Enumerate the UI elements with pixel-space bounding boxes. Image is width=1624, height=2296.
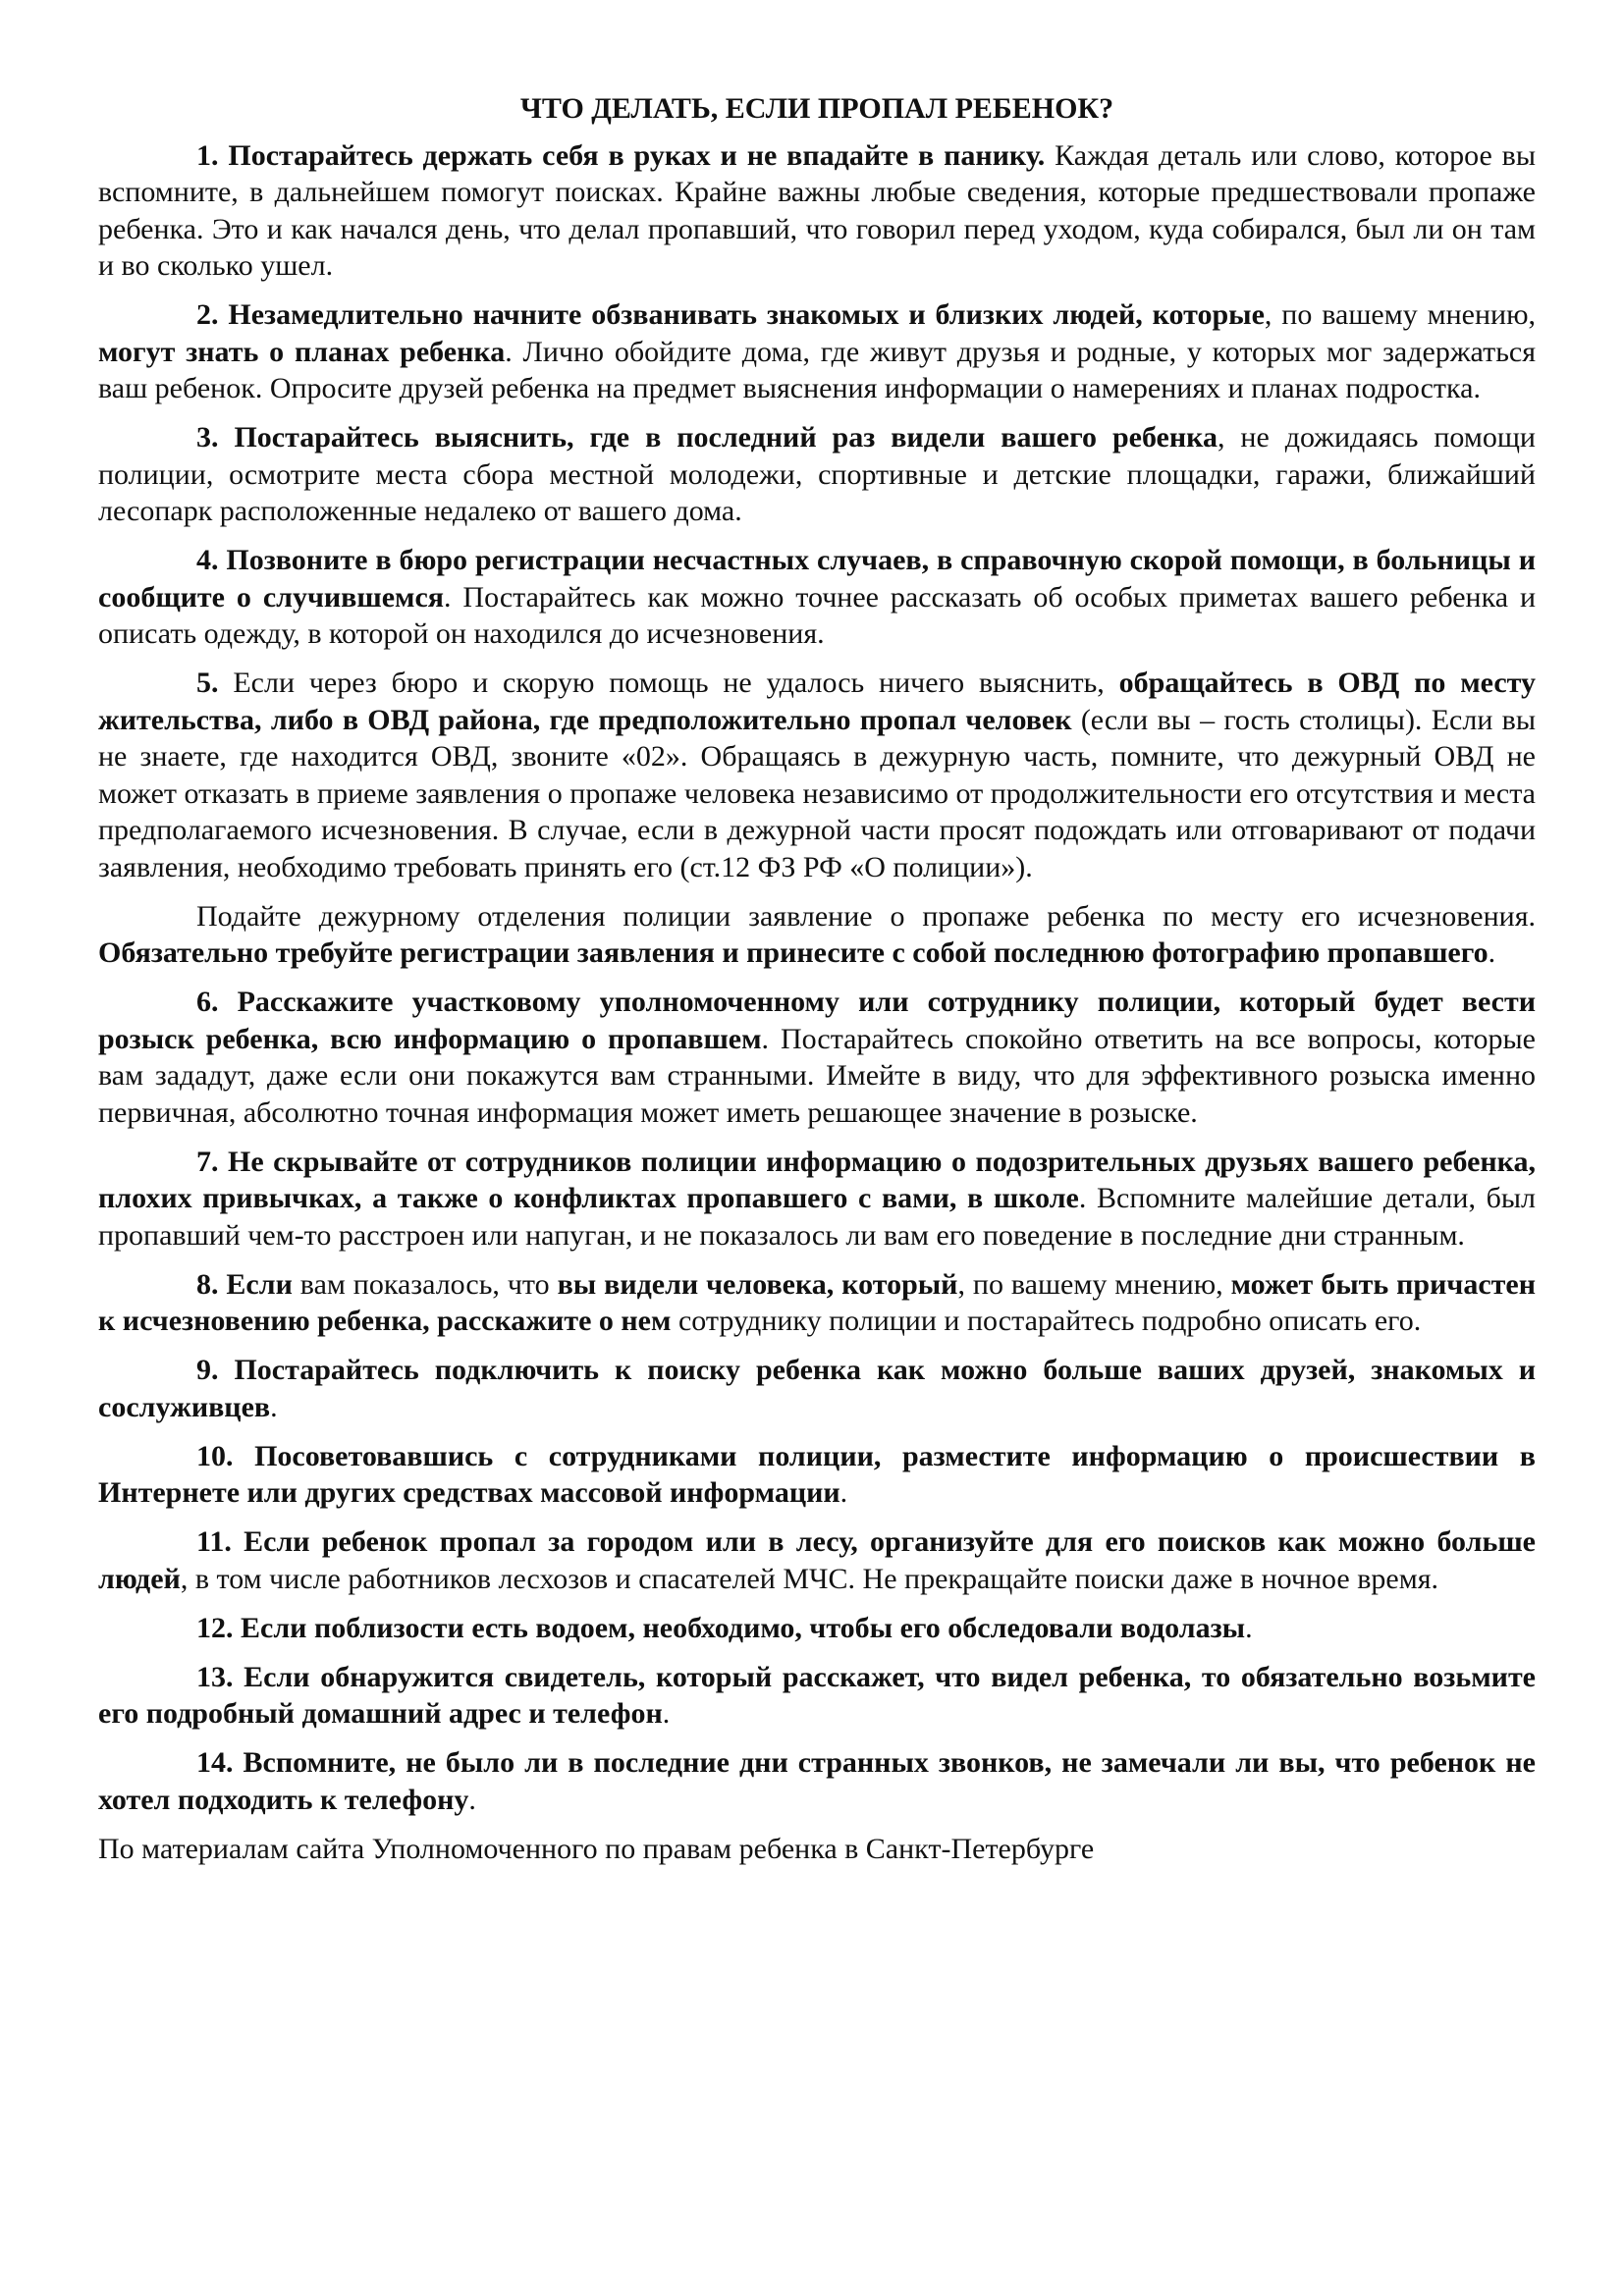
document-page — [98, 90, 1536, 1867]
bold-text: 1. Постарайтесь держать себя в руках и не впадайте в панику. — [196, 138, 1046, 172]
body-text: . — [468, 1783, 476, 1816]
bold-text: 12. Если поблизости есть водоем, необходимо, чтобы его обследовали водолазы — [196, 1611, 1246, 1644]
paragraph-11 — [98, 1438, 1536, 1512]
body-text: . Вспомните малейшие детали, был пропавший чем-то расстроен или напуган, и не показалось ли вам его поведение в последние дни странным. — [98, 1182, 1536, 1252]
body-text: , по вашему мнению, — [1264, 298, 1536, 331]
body-text: Если через бюро и скорую помощь не удалось ничего выяснить, — [218, 667, 1119, 699]
page-title: ЧТО ДЕЛАТЬ, ЕСЛИ ПРОПАЛ РЕБЕНОК? — [519, 92, 1114, 125]
bold-text: 13. Если обнаружится свидетель, который расскажет, что видел ребенка, то обязательно возьмите его подробный домашний адрес и телефон — [98, 1660, 1536, 1730]
body-text: вам показалось, что — [292, 1267, 558, 1301]
body-text: , по вашему мнению, — [957, 1267, 1231, 1301]
body-text: . — [839, 1476, 848, 1509]
paragraph-1 — [98, 137, 1536, 285]
body-text: . — [662, 1697, 671, 1730]
paragraph-15 — [98, 1744, 1536, 1818]
bold-text: 2. Незамедлительно начните обзванивать знакомых и близких людей, которые — [196, 298, 1265, 331]
bold-text: 14. Вспомните, не было ли в последние дни странных звонков, не замечали ли вы, что ребенок не хотел подходить к телефону — [98, 1746, 1536, 1816]
paragraph-13 — [98, 1610, 1536, 1647]
bold-text: обращайтесь в ОВД по месту жительства, либо в ОВД района, где предположительно пропал человек — [98, 667, 1536, 736]
body-text: (если вы – гость столицы). Если вы не знаете, где находится ОВД, звоните «02». Обращаясь в дежурную часть, помните, что дежурный ОВД не может отказать в приеме заявления о пропаже человека независимо от продолжительности его отсутствия и места предполагаемого исчезновения. В случае, если в дежурной части просят подождать или отговаривают от подачи заявления, необходимо требовать принять его (ст.12 ФЗ РФ «О полиции»). — [98, 703, 1536, 883]
paragraph-3 — [98, 419, 1536, 530]
body-text: . — [1245, 1611, 1253, 1644]
bold-text: 3. Постарайтесь выяснить, где в последний раз видели вашего ребенка — [196, 421, 1218, 454]
bold-text: 11. Если ребенок пропал за городом или в лесу, организуйте для его поисков как можно больше людей — [98, 1525, 1536, 1595]
body-text: Каждая деталь или слово, которое вы вспомните, в дальнейшем помогут поисках. Крайне важны любые сведения, которые предшествовали пропаже ребенка. Это и как начался день, что делал пропавший, что говорил перед уходом, куда собирался, был ли он там и во сколько ушел. — [98, 138, 1536, 282]
body-text: . — [1488, 936, 1496, 969]
bold-text: может быть причастен к исчезновению ребенка, расскажите о нем — [98, 1267, 1536, 1337]
body-text: , не дожидаясь помощи полиции, осмотрите места сбора местной молодежи, спортивные и детские площадки, гаражи, ближайший лесопарк расположенные недалеко от вашего дома. — [98, 421, 1536, 527]
body-text: . — [270, 1390, 278, 1423]
bold-text: 9. Постарайтесь подключить к поиску ребенка как можно больше ваших друзей, знакомых и сослуживцев — [98, 1354, 1536, 1423]
paragraph-4 — [98, 542, 1536, 653]
source-note: По материалам сайта Уполномоченного по правам ребенка в Санкт-Петербурге — [98, 1832, 1095, 1865]
paragraph-8 — [98, 1144, 1536, 1255]
body-text: . Постарайтесь спокойно ответить на все вопросы, которые вам зададут, даже если они покажутся вам странными. Имейте в виду, что для эффективного розыска именно первичная, абсолютно точная информация может иметь решающее значение в розыске. — [98, 1022, 1536, 1129]
bold-text: 4. Позвоните в бюро регистрации несчастных случаев, в справочную скорой помощи, в больницы и сообщите о случившемся — [98, 544, 1536, 614]
body-text: сотруднику полиции и постарайтесь подробно описать его. — [671, 1305, 1422, 1337]
paragraph-5 — [98, 665, 1536, 885]
bold-text: 7. Не скрывайте от сотрудников полиции информацию о подозрительных друзьях вашего ребенка, плохих привычках, а также о конфликтах пропавшего с вами, в школе — [98, 1145, 1536, 1214]
bold-text: 6. Расскажите участковому уполномоченному или сотруднику полиции, который будет вести розыск ребенка, всю информацию о пропавшем — [98, 986, 1536, 1055]
bold-text: 8. Если — [196, 1267, 293, 1301]
paragraph-14 — [98, 1659, 1536, 1733]
paragraph-7 — [98, 984, 1536, 1131]
paragraph-2 — [98, 296, 1536, 407]
body-text: , в том числе работников лесхозов и спасателей МЧС. Не прекращайте поиски даже в ночное время. — [180, 1562, 1438, 1595]
body-text: . Постарайтесь как можно точнее рассказать об особых приметах вашего ребенка и описать одежду, в которой он находился до исчезновения. — [98, 580, 1537, 650]
paragraph-list — [98, 137, 1536, 1819]
paragraph-10 — [98, 1352, 1536, 1425]
paragraph-9 — [98, 1266, 1536, 1340]
bold-text: могут знать о планах ребенка — [98, 335, 506, 368]
body-text: Подайте дежурному отделения полиции заявление о пропаже ребенка по месту его исчезновения. — [196, 899, 1536, 933]
bold-text: Обязательно требуйте регистрации заявления и принесите с собой последнюю фотографию пропавшего — [98, 936, 1489, 969]
paragraph-12 — [98, 1523, 1536, 1597]
body-text: . Лично обойдите дома, где живут друзья и родные, у которых мог задержаться ваш ребенок. Опросите друзей ребенка на предмет выяснения информации о намерениях и планах подростка. — [98, 335, 1536, 404]
bold-text: 10. Посоветовавшись с сотрудниками полиции, разместите информацию о происшествии в Интернете или других средствах массовой информации — [98, 1439, 1536, 1509]
bold-text: 5. — [196, 667, 219, 699]
bold-text: вы видели человека, который — [557, 1267, 958, 1301]
paragraph-6 — [98, 898, 1536, 972]
